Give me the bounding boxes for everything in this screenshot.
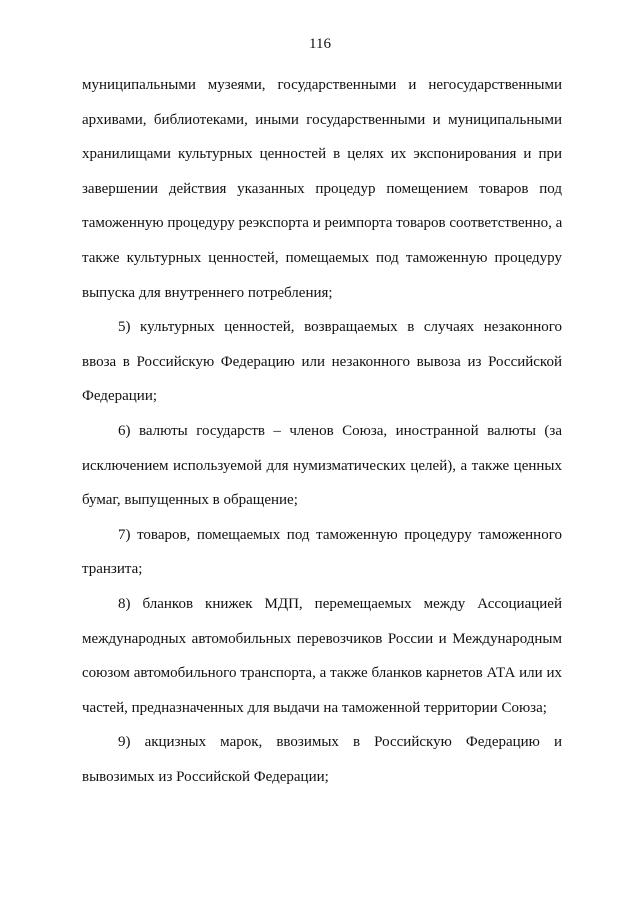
paragraph-item-8: [82, 587, 562, 725]
paragraph-continuation: [82, 68, 562, 310]
text-line: вывозимых из Российской Федерации;: [82, 768, 329, 785]
text-line: хранилищами культурных ценностей в целях их экспонирования и при: [82, 146, 562, 163]
text-line: исключением используемой для нумизматических целей), а также ценных: [82, 457, 562, 474]
text-line: Федерации;: [82, 388, 158, 405]
text-line: 9) акцизных марок, ввозимых в Российскую Федерацию и: [118, 734, 562, 751]
text-line: архивами, библиотеками, иными государственными и муниципальными: [82, 111, 562, 128]
text-line: таможенную процедуру реэкспорта и реимпорта товаров соответственно, а: [82, 215, 563, 232]
text-line: международных автомобильных перевозчиков России и Международным: [82, 630, 562, 647]
text-line: 6) валюты государств – членов Союза, иностранной валюты (за: [118, 422, 562, 439]
paragraph-item-5: [82, 310, 562, 414]
text-line: союзом автомобильного транспорта, а также бланков карнетов АТА или их: [82, 665, 562, 682]
paragraph-item-6: [82, 414, 562, 518]
document-body: [82, 68, 562, 794]
text-line: бумаг, выпущенных в обращение;: [82, 492, 298, 509]
paragraph-item-9: [82, 725, 562, 794]
text-line: частей, предназначенных для выдачи на таможенной территории Союза;: [82, 699, 547, 716]
text-line: также культурных ценностей, помещаемых под таможенную процедуру: [82, 249, 562, 266]
text-line: 8) бланков книжек МДП, перемещаемых между Ассоциацией: [118, 595, 562, 612]
page-number: 116: [309, 36, 331, 52]
text-line: 5) культурных ценностей, возвращаемых в случаях незаконного: [118, 319, 562, 336]
text-line: 7) товаров, помещаемых под таможенную процедуру таможенного: [118, 526, 562, 543]
text-line: ввоза в Российскую Федерацию или незаконного вывоза из Российской: [82, 353, 562, 370]
text-line: транзита;: [82, 561, 143, 578]
text-line: муниципальными музеями, государственными и негосударственными: [82, 77, 562, 93]
text-line: выпуска для внутреннего потребления;: [82, 284, 333, 301]
paragraph-item-7: [82, 518, 562, 587]
text-line: завершении действия указанных процедур помещением товаров под: [82, 180, 562, 197]
